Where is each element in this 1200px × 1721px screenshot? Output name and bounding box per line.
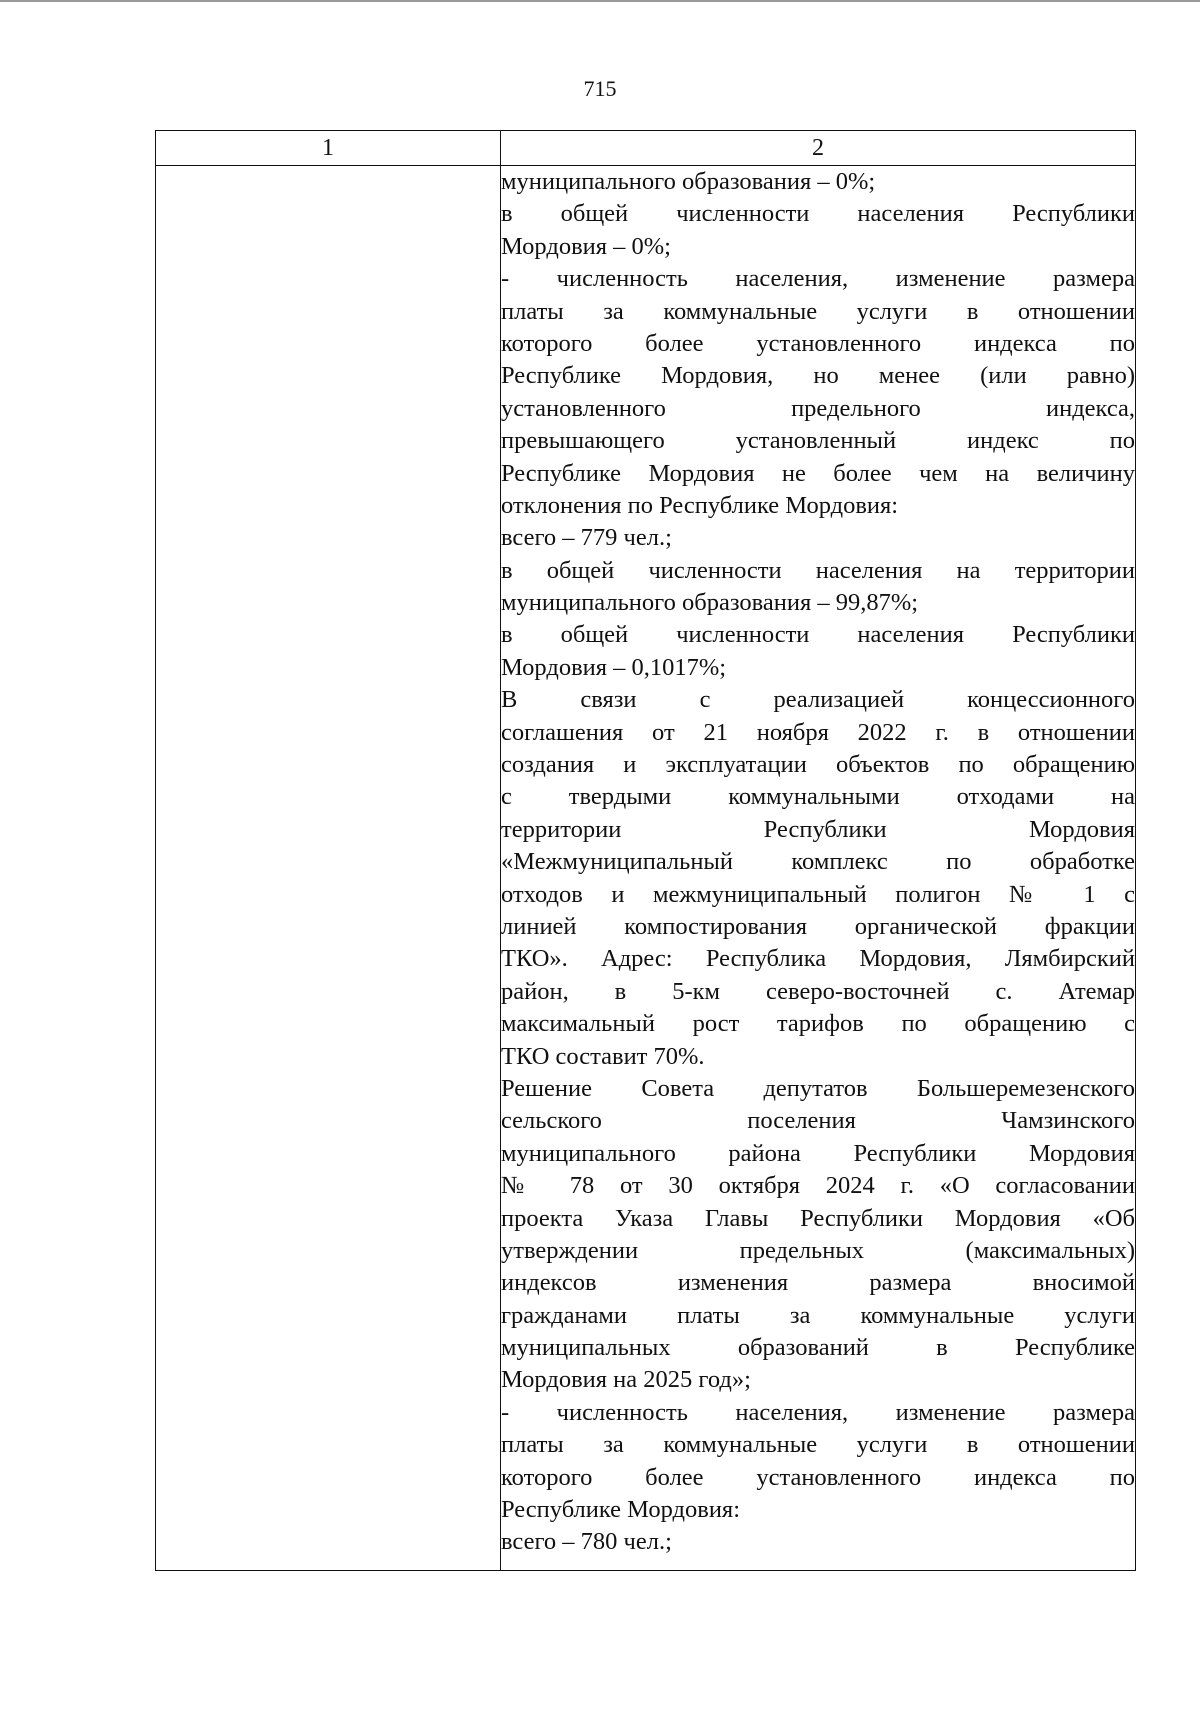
text-line: территории Республики Мордовия	[501, 815, 1135, 843]
text-line: В связи с реализацией концессионного	[501, 686, 1135, 714]
text-line: № 78 от 30 октября 2024 г. «О согласовании	[501, 1172, 1135, 1200]
text-line: всего – 779 чел.;	[501, 524, 672, 552]
text-line: с твердыми коммунальными отходами на	[501, 783, 1135, 811]
text-line: Республике Мордовия не более чем на величину	[501, 459, 1135, 487]
text-line: платы за коммунальные услуги в отношении	[501, 1431, 1135, 1459]
column-header-2: 2	[501, 131, 1136, 166]
text-line: в общей численности населения на территории	[501, 556, 1135, 584]
text-line: Решение Совета депутатов Большеремезенского	[501, 1074, 1135, 1102]
text-line: сельского поселения Чамзинского	[501, 1107, 1135, 1135]
column-1-cell	[156, 166, 501, 1571]
text-line: которого более установленного индекса по	[501, 1463, 1135, 1491]
text-line: гражданами платы за коммунальные услуги	[501, 1301, 1135, 1329]
table-row	[156, 166, 1136, 1571]
text-line: - численность населения, изменение размера	[501, 265, 1135, 293]
document-table	[155, 130, 1136, 1571]
column-2-cell	[501, 166, 1136, 1571]
text-line: Мордовия – 0%;	[501, 232, 671, 260]
text-line: в общей численности населения Республики	[501, 621, 1135, 649]
text-line: которого более установленного индекса по	[501, 329, 1135, 357]
text-line: создания и эксплуатации объектов по обращению	[501, 751, 1135, 779]
column-2-text	[501, 166, 1135, 1559]
text-line: «Межмуниципальный комплекс по обработке	[501, 848, 1135, 876]
page-number: 715	[583, 76, 617, 101]
text-line: Мордовия на 2025 год»;	[501, 1366, 751, 1394]
text-line: муниципального образования – 0%;	[501, 168, 876, 195]
text-line: муниципальных образований в Республике	[501, 1334, 1135, 1362]
text-line: муниципального образования – 99,87%;	[501, 589, 919, 617]
table-header-row	[156, 131, 1136, 166]
text-line: превышающего установленный индекс по	[501, 427, 1135, 455]
text-line: ТКО». Адрес: Республика Мордовия, Лямбирский	[501, 945, 1135, 973]
scan-top-edge	[0, 0, 1200, 2]
text-line: район, в 5-км северо-восточней с. Атемар	[501, 977, 1135, 1005]
text-line: максимальный рост тарифов по обращению с	[501, 1010, 1135, 1038]
text-line: установленного предельного индекса,	[501, 394, 1135, 422]
text-line: проекта Указа Главы Республики Мордовия «Об	[501, 1204, 1135, 1232]
text-line: муниципального района Республики Мордовия	[501, 1139, 1135, 1167]
text-line: ТКО составит 70%.	[501, 1042, 705, 1070]
text-line: отклонения по Республике Мордовия:	[501, 491, 899, 519]
text-line: - численность населения, изменение размера	[501, 1398, 1135, 1426]
text-line: соглашения от 21 ноября 2022 г. в отношении	[501, 718, 1135, 746]
text-line: Республике Мордовия, но менее (или равно)	[501, 362, 1135, 390]
text-line: индексов изменения размера вносимой	[501, 1269, 1135, 1297]
text-line: всего – 780 чел.;	[501, 1528, 672, 1556]
text-line: утверждении предельных (максимальных)	[501, 1236, 1135, 1264]
text-line: Мордовия – 0,1017%;	[501, 653, 727, 681]
text-line: линией компостирования органической фракции	[501, 912, 1135, 940]
text-line: платы за коммунальные услуги в отношении	[501, 297, 1135, 325]
column-header-1: 1	[156, 131, 501, 166]
text-line: в общей численности населения Республики	[501, 200, 1135, 228]
text-line: Республике Мордовия:	[501, 1496, 741, 1524]
text-line: отходов и межмуниципальный полигон № 1 с	[501, 880, 1135, 908]
